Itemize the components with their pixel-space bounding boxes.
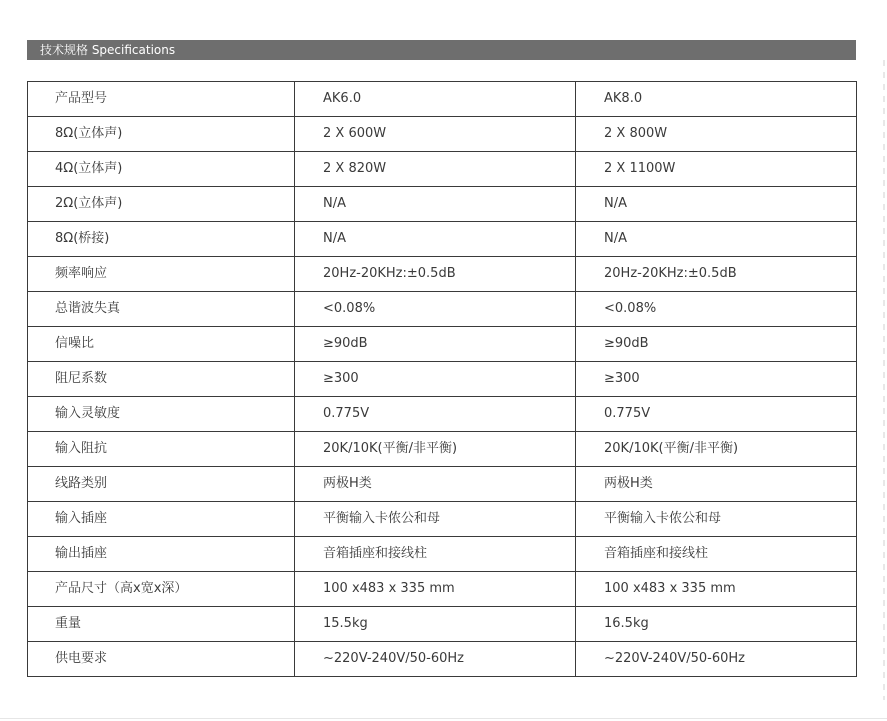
section-header-bar bbox=[27, 40, 856, 60]
spec-label-cell: 输入阻抗 bbox=[28, 432, 295, 467]
table-row bbox=[28, 572, 857, 607]
ak80-value-cell: 0.775V bbox=[576, 397, 857, 432]
table-row bbox=[28, 362, 857, 397]
spec-label-cell: 阻尼系数 bbox=[28, 362, 295, 397]
spec-label-cell: 输入灵敏度 bbox=[28, 397, 295, 432]
ak80-value-cell: N/A bbox=[576, 222, 857, 257]
spec-label-cell: 4Ω(立体声) bbox=[28, 152, 295, 187]
ak60-value-cell: 20K/10K(平衡/非平衡) bbox=[295, 432, 576, 467]
ak60-value-cell: 平衡输入卡侬公和母 bbox=[295, 502, 576, 537]
ak80-value-cell: ~220V-240V/50-60Hz bbox=[576, 642, 857, 677]
ak60-value-cell: 15.5kg bbox=[295, 607, 576, 642]
table-row bbox=[28, 607, 857, 642]
spec-label-cell: 产品尺寸（高x宽x深） bbox=[28, 572, 295, 607]
ak80-value-cell: 两极H类 bbox=[576, 467, 857, 502]
ak60-value-cell: 2 X 600W bbox=[295, 117, 576, 152]
ak80-value-cell: 平衡输入卡侬公和母 bbox=[576, 502, 857, 537]
ak80-value-cell: ≥90dB bbox=[576, 327, 857, 362]
table-row bbox=[28, 397, 857, 432]
spec-label-cell: 信噪比 bbox=[28, 327, 295, 362]
ak80-value-cell: 2 X 800W bbox=[576, 117, 857, 152]
ak80-value-cell: <0.08% bbox=[576, 292, 857, 327]
table-row bbox=[28, 327, 857, 362]
table-row bbox=[28, 152, 857, 187]
ak60-value-cell: ≥300 bbox=[295, 362, 576, 397]
ak80-value-cell: 2 X 1100W bbox=[576, 152, 857, 187]
section-title: 技术规格 Specifications bbox=[40, 43, 176, 57]
ak60-value-cell: 2 X 820W bbox=[295, 152, 576, 187]
spec-label-cell: 重量 bbox=[28, 607, 295, 642]
table-row bbox=[28, 432, 857, 467]
table-row bbox=[28, 502, 857, 537]
spec-label-cell: 频率响应 bbox=[28, 257, 295, 292]
ak80-value-cell: N/A bbox=[576, 187, 857, 222]
table-row bbox=[28, 292, 857, 327]
ak60-value-cell: N/A bbox=[295, 187, 576, 222]
specifications-table-body bbox=[28, 82, 857, 677]
bottom-divider bbox=[0, 718, 887, 719]
spec-label-cell: 总谐波失真 bbox=[28, 292, 295, 327]
table-row bbox=[28, 82, 857, 117]
table-row bbox=[28, 222, 857, 257]
ak60-value-cell: ~220V-240V/50-60Hz bbox=[295, 642, 576, 677]
ak80-value-cell: 音箱插座和接线柱 bbox=[576, 537, 857, 572]
specifications-table bbox=[27, 81, 857, 677]
table-row bbox=[28, 642, 857, 677]
ak80-value-cell: ≥300 bbox=[576, 362, 857, 397]
ak60-value-cell: 100 x483 x 335 mm bbox=[295, 572, 576, 607]
table-row bbox=[28, 467, 857, 502]
ak80-value-cell: 20Hz-20KHz:±0.5dB bbox=[576, 257, 857, 292]
ak60-value-cell: 音箱插座和接线柱 bbox=[295, 537, 576, 572]
table-row bbox=[28, 187, 857, 222]
ak60-value-cell: 0.775V bbox=[295, 397, 576, 432]
spec-label-cell: 2Ω(立体声) bbox=[28, 187, 295, 222]
ak60-value-cell: 20Hz-20KHz:±0.5dB bbox=[295, 257, 576, 292]
spec-label-cell: 产品型号 bbox=[28, 82, 295, 117]
table-row bbox=[28, 257, 857, 292]
spec-label-cell: 线路类别 bbox=[28, 467, 295, 502]
page-edge-decoration bbox=[883, 60, 885, 700]
table-row bbox=[28, 537, 857, 572]
spec-label-cell: 8Ω(立体声) bbox=[28, 117, 295, 152]
spec-label-cell: 输入插座 bbox=[28, 502, 295, 537]
ak60-value-cell: 两极H类 bbox=[295, 467, 576, 502]
spec-label-cell: 8Ω(桥接) bbox=[28, 222, 295, 257]
ak80-value-cell: 100 x483 x 335 mm bbox=[576, 572, 857, 607]
spec-label-cell: 供电要求 bbox=[28, 642, 295, 677]
ak80-value-cell: AK8.0 bbox=[576, 82, 857, 117]
spec-label-cell: 输出插座 bbox=[28, 537, 295, 572]
ak60-value-cell: AK6.0 bbox=[295, 82, 576, 117]
ak60-value-cell: ≥90dB bbox=[295, 327, 576, 362]
ak60-value-cell: N/A bbox=[295, 222, 576, 257]
ak80-value-cell: 20K/10K(平衡/非平衡) bbox=[576, 432, 857, 467]
table-row bbox=[28, 117, 857, 152]
ak60-value-cell: <0.08% bbox=[295, 292, 576, 327]
ak80-value-cell: 16.5kg bbox=[576, 607, 857, 642]
